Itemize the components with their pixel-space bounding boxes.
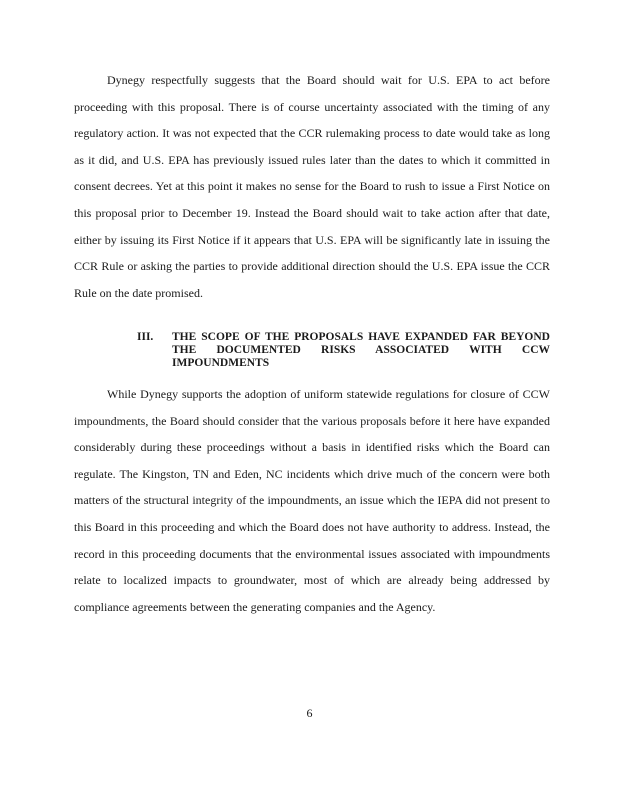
body-paragraph: While Dynegy supports the adoption of uniform statewide regulations for closure of CCW impoundments, the Board should consider that the various proposals before it here have expanded considerably during these proceedings without a basis in identified risks which the Board can regulate. The Kingston, TN and Eden, NC incidents which drive much of the concern were both matters of the structural integrity of the impoundments, an issue which the IEPA did not present to this Board in this proceeding and which the Board does not have authority to address. Instead, the record in this proceeding documents that the environmental issues associated with impoundments relate to localized impacts to groundwater, most of which are already being addressed by compliance agreements between the generating companies and the Agency. <box>74 387 550 614</box>
body-paragraph: Dynegy respectfully suggests that the Board should wait for U.S. EPA to act before proceeding with this proposal. There is of course uncertainty associated with the timing of any regulatory action. It was not expected that the CCR rulemaking process to date would take as long as it did, and U.S. EPA has previously issued rules later than the dates to which it committed in consent decrees. Yet at this point it makes no sense for the Board to rush to issue a First Notice on this proposal prior to December 19. Instead the Board should wait to take action after that date, either by issuing its First Notice if it appears that U.S. EPA will be significantly late in issuing the CCR Rule or asking the parties to provide additional direction should the U.S. EPA issue the CCR Rule on the date promised. <box>74 73 550 300</box>
section-title: THE SCOPE OF THE PROPOSALS HAVE EXPANDED FAR BEYOND THE DOCUMENTED RISKS ASSOCIATED WITH CCW IMPOUNDMENTS <box>172 331 550 369</box>
section-heading <box>137 331 550 370</box>
page-number: 6 <box>306 706 313 720</box>
section-number: III. <box>137 331 154 343</box>
